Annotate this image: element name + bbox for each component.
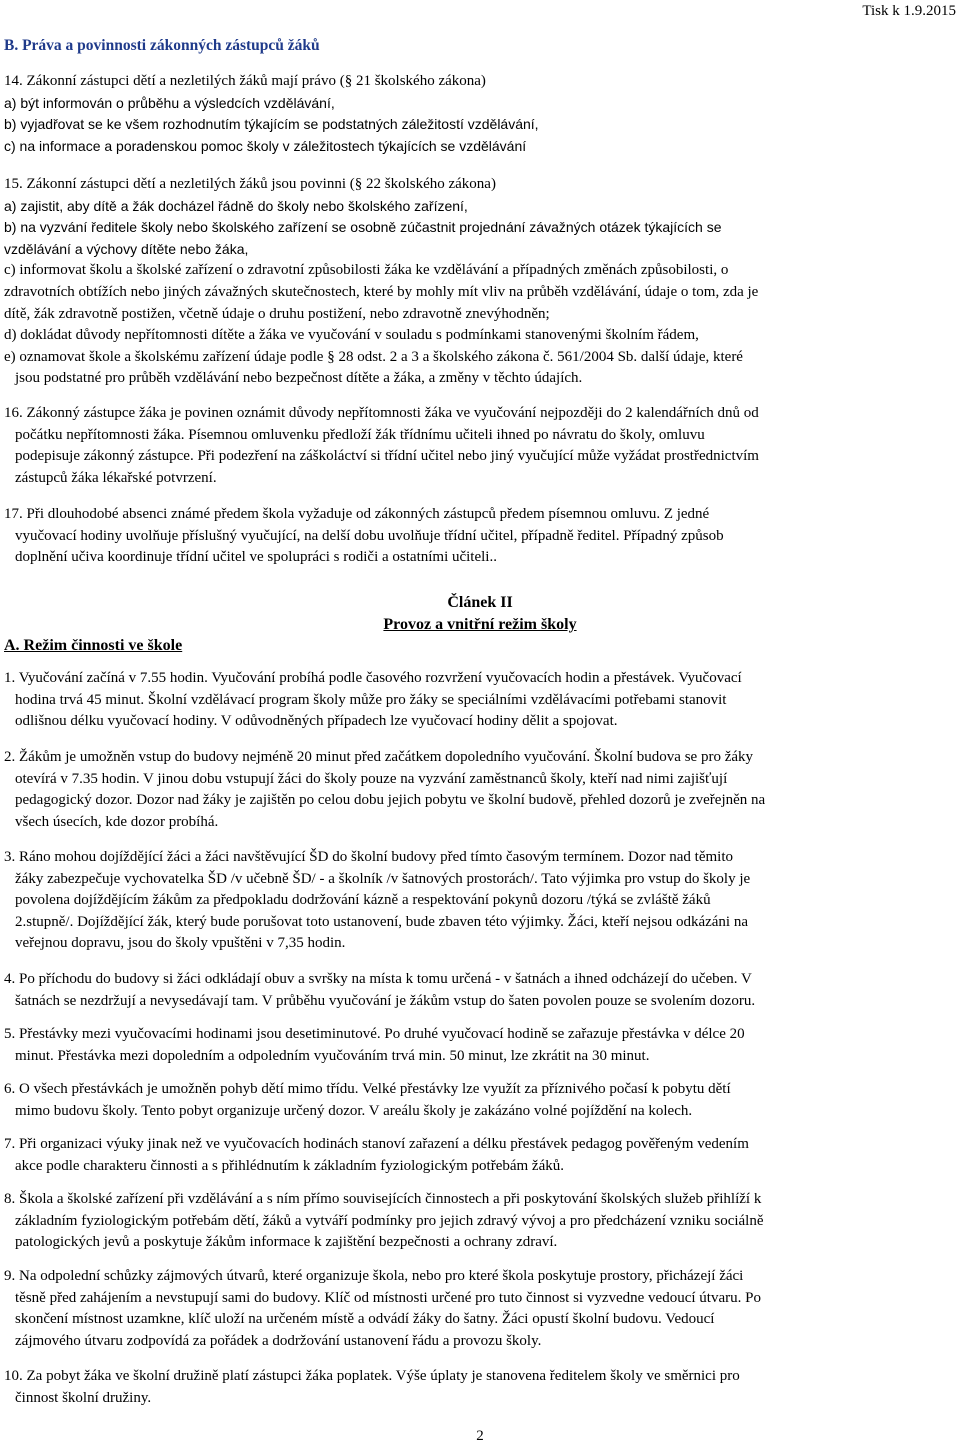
item-line: 9. Na odpolední schůzky zájmových útvarů, které organizuje škola, nebo pro které škola poskytuje prostory, přicházejí žáci [4,1268,744,1284]
p15-line: jsou podstatné pro průběh vzdělávání nebo bezpečnost dítěte a žáka, a změny v těchto údajích. [15,370,583,387]
p17-line: vyučovací hodiny uvolňuje příslušný vyučující, na delší dobu uvolňuje třídní učitel, případně ředitel. Případný způsob [15,527,724,544]
section-a-heading: A. Režim činnosti ve škole [4,637,183,654]
item-line: veřejnou dopravu, jsou do školy vpuštěni v 7,35 hodin. [15,935,346,952]
print-date: Tisk k 1.9.2015 [862,3,956,19]
p17-line: 17. Při dlouhodobé absenci známé předem škola vyžaduje od zákonných zástupců předem písemnou omluvu. Z jedné [4,506,710,522]
p16-line: zástupců žáka lékařské potvrzení. [15,469,217,486]
p14-line: 14. Zákonní zástupci dětí a nezletilých žáků mají právo (§ 21 školského zákona) [4,73,486,89]
p15-line: c) informovat školu a školské zařízení o zdravotní způsobilosti žáka ke vzdělávání a případných změnách způsobilosti, o [4,262,729,279]
p15-line: d) dokládat důvody nepřítomnosti dítěte a žáka ve vyučování v souladu s podmínkami stanovenými školním řádem, [4,327,699,344]
p14-line: c) na informace a poradenskou pomoc školy v záležitostech týkajících se vzdělávání [4,137,527,154]
item-line: 4. Po příchodu do budovy si žáci odkládají obuv a svršky na místa k tomu určená - v šatnách a ihned odcházejí do učeben. V [4,971,752,987]
p15-line: b) na vyzvání ředitele školy nebo školského zařízení se osobně zúčastnit projednání závažných otázek týkajících se [4,219,722,236]
paragraph-16 [4,403,956,489]
item-line: pedagogický dozor. Dozor nad žáky je zajištěn po celou dobu jejich pobytu ve školní budově, přehled dozorů je zveřejněn na [15,792,766,809]
item-line: 10. Za pobyt žáka ve školní družině platí zástupci žáka poplatek. Výše úplaty je stanovena ředitelem školy ve směrnici pro [4,1368,740,1384]
p17-line: doplnění učiva koordinuje třídní učitel ve spolupráci s rodiči a ostatními učiteli.. [15,549,497,566]
article-title: Článek II [447,594,513,611]
item-9 [4,1266,956,1352]
item-line: 3. Ráno mohou dojíždějící žáci a žáci navštěvující ŠD do školní budovy před tímto časovým termínem. Dozor nad těmito [4,849,734,865]
item-line: základním fyziologickým potřebám dětí, žáků a vytváří podmínky pro jejich zdravý vývoj a pro předcházení vzniku sociálně [15,1212,764,1229]
item-5 [4,1024,956,1067]
item-line: žáky zabezpečuje vychovatelka ŠD /v učebně ŠD/ - a školník /v šatnových prostorách/. Tato výjimka pro vstup do školy je [15,870,751,887]
item-line: 5. Přestávky mezi vyučovacími hodinami jsou desetiminutové. Po druhé vyučovací hodině se zařazuje přestávka v délce 20 [4,1026,745,1042]
page-number: 2 [476,1428,484,1444]
item-8 [4,1189,956,1254]
item-line: 2.stupně/. Dojíždějící žák, který bude porušovat toto ustanovení, bude zbaven této výjimky. Žáci, kteří nejsou odkázáni na [15,913,748,930]
p15-line: 15. Zákonní zástupci dětí a nezletilých žáků jsou povinni (§ 22 školského zákona) [4,176,496,192]
item-line: 7. Při organizaci výuky jinak než ve vyučovacích hodinách stanoví zařazení a délku přestávek pedagog pověřeným vedením [4,1136,749,1152]
item-line: 6. O všech přestávkách je umožněn pohyb dětí mimo třídu. Velké přestávky lze využít za příznivého počasí k pobytu dětí [4,1081,731,1097]
item-1 [4,668,956,733]
paragraph-15 [4,174,956,390]
item-line: šatnách se nezdržují a nevysedávají tam. V průběhu vyučování je žákům vstup do šaten povolen pouze se svolením dozoru. [15,992,756,1009]
p15-line: e) oznamovat škole a školskému zařízení údaje podle § 28 odst. 2 a 3 a školského zákona č. 561/2004 Sb. další údaje, které [4,348,743,365]
item-line: hodina trvá 45 minut. Školní vzdělávací program školy může pro žáky se speciálními vzdělávacími potřebami stanovit [15,691,727,708]
item-line: 2. Žákům je umožněn vstup do budovy nejméně 20 minut před začátkem dopoledního vyučování. Školní budova se pro žáky [4,749,754,765]
item-line: povolena dojíždějícím žákům za předpokladu dodržování kázně a respektování pokynů dozoru /týká se zvláště žáků [15,892,711,909]
item-line: odlišnou délku vyučovací hodiny. V odůvodněných případech lze vyučovací hodiny dělit a spojovat. [15,713,618,730]
item-line: zájmového útvaru zodpovídá za pořádek a dodržování ustanovení řádu a provozu školy. [15,1332,542,1349]
p15-line: vzdělávání a výchovy dítěte nebo žáka, [4,240,249,257]
item-line: skončení místnost uzamkne, klíč uloží na určeném místě a odvádí žáky do šatny. Žáci opustí školní budovu. Vedoucí [15,1311,715,1328]
item-6 [4,1079,956,1122]
item-2 [4,747,956,833]
section-b-heading: B. Práva a povinnosti zákonných zástupců žáků [4,37,320,54]
p15-line: a) zajistit, aby dítě a žák docházel řádně do školy nebo školského zařízení, [4,197,468,214]
item-line: akce podle charakteru činnosti a s přihlédnutím k základním fyziologickým potřebám žáků. [15,1157,564,1174]
item-line: patologických jevů a poskytuje žákům informace k zajištění bezpečnosti a ochrany zdraví. [15,1234,558,1251]
item-line: 1. Vyučování začíná v 7.55 hodin. Vyučování probíhá podle časového rozvržení vyučovacích hodin a přestávek. Vyučovací [4,670,742,686]
item-line: mimo budovu školy. Tento pobyt organizuje určený dozor. V areálu školy je zakázáno volné pojíždění na kolech. [15,1102,693,1119]
p16-line: 16. Zákonný zástupce žáka je povinen oznámit důvody nepřítomnosti žáka ve vyučování nejpozději do 2 kalendářních dnů od [4,405,759,421]
p15-line: dítě, žák zdravotně postižen, včetně údaje o druhu postižení, nebo zdravotně znevýhodněn; [4,305,550,322]
p16-line: podepisuje zákonný zástupce. Při podezření na záškoláctví si třídní učitel nebo jiný vyučující může vyžádat prostřednictvím [15,448,759,465]
item-line: těsně před zahájením a nevstupují sami do budovy. Klíč od místnosti určené pro tuto činnost si vyzvedne vedoucí útvaru. Po [15,1289,761,1306]
item-7 [4,1134,956,1177]
p14-line: a) být informován o průběhu a výsledcích vzdělávání, [4,94,335,111]
item-line: minut. Přestávka mezi dopoledním a odpoledním vyučováním trvá min. 50 minut, lze zkrátit na 30 minut. [15,1047,650,1064]
item-10 [4,1366,956,1409]
paragraph-14 [4,71,956,157]
item-3 [4,847,956,955]
article-subtitle: Provoz a vnitřní režim školy [383,616,577,633]
item-4 [4,969,956,1012]
p15-line: zdravotních obtížích nebo jiných závažných skutečnostech, které by mohly mít vliv na průběh vzdělávání, údaje o tom, zda je [4,283,759,300]
paragraph-17 [4,504,956,569]
item-line: 8. Škola a školské zařízení při vzdělávání a s ním přímo souvisejících činnostech a při poskytování školských služeb přihlíží k [4,1191,762,1207]
item-line: otevírá v 7.35 hodin. V jinou dobu vstupují žáci do školy pouze na vyzvání zaměstnanců školy, kteří nad nimi zajišťují [15,770,728,787]
item-line: všech úsecích, kde dozor probíhá. [15,813,219,830]
p14-line: b) vyjadřovat se ke všem rozhodnutím týkajícím se podstatných záležitostí vzdělávání, [4,116,539,133]
p16-line: počátku nepřítomnosti žáka. Písemnou omluvenku předloží žák třídnímu učiteli ihned po návratu do školy, omluvu [15,426,705,443]
item-line: činnost školní družiny. [15,1389,152,1406]
